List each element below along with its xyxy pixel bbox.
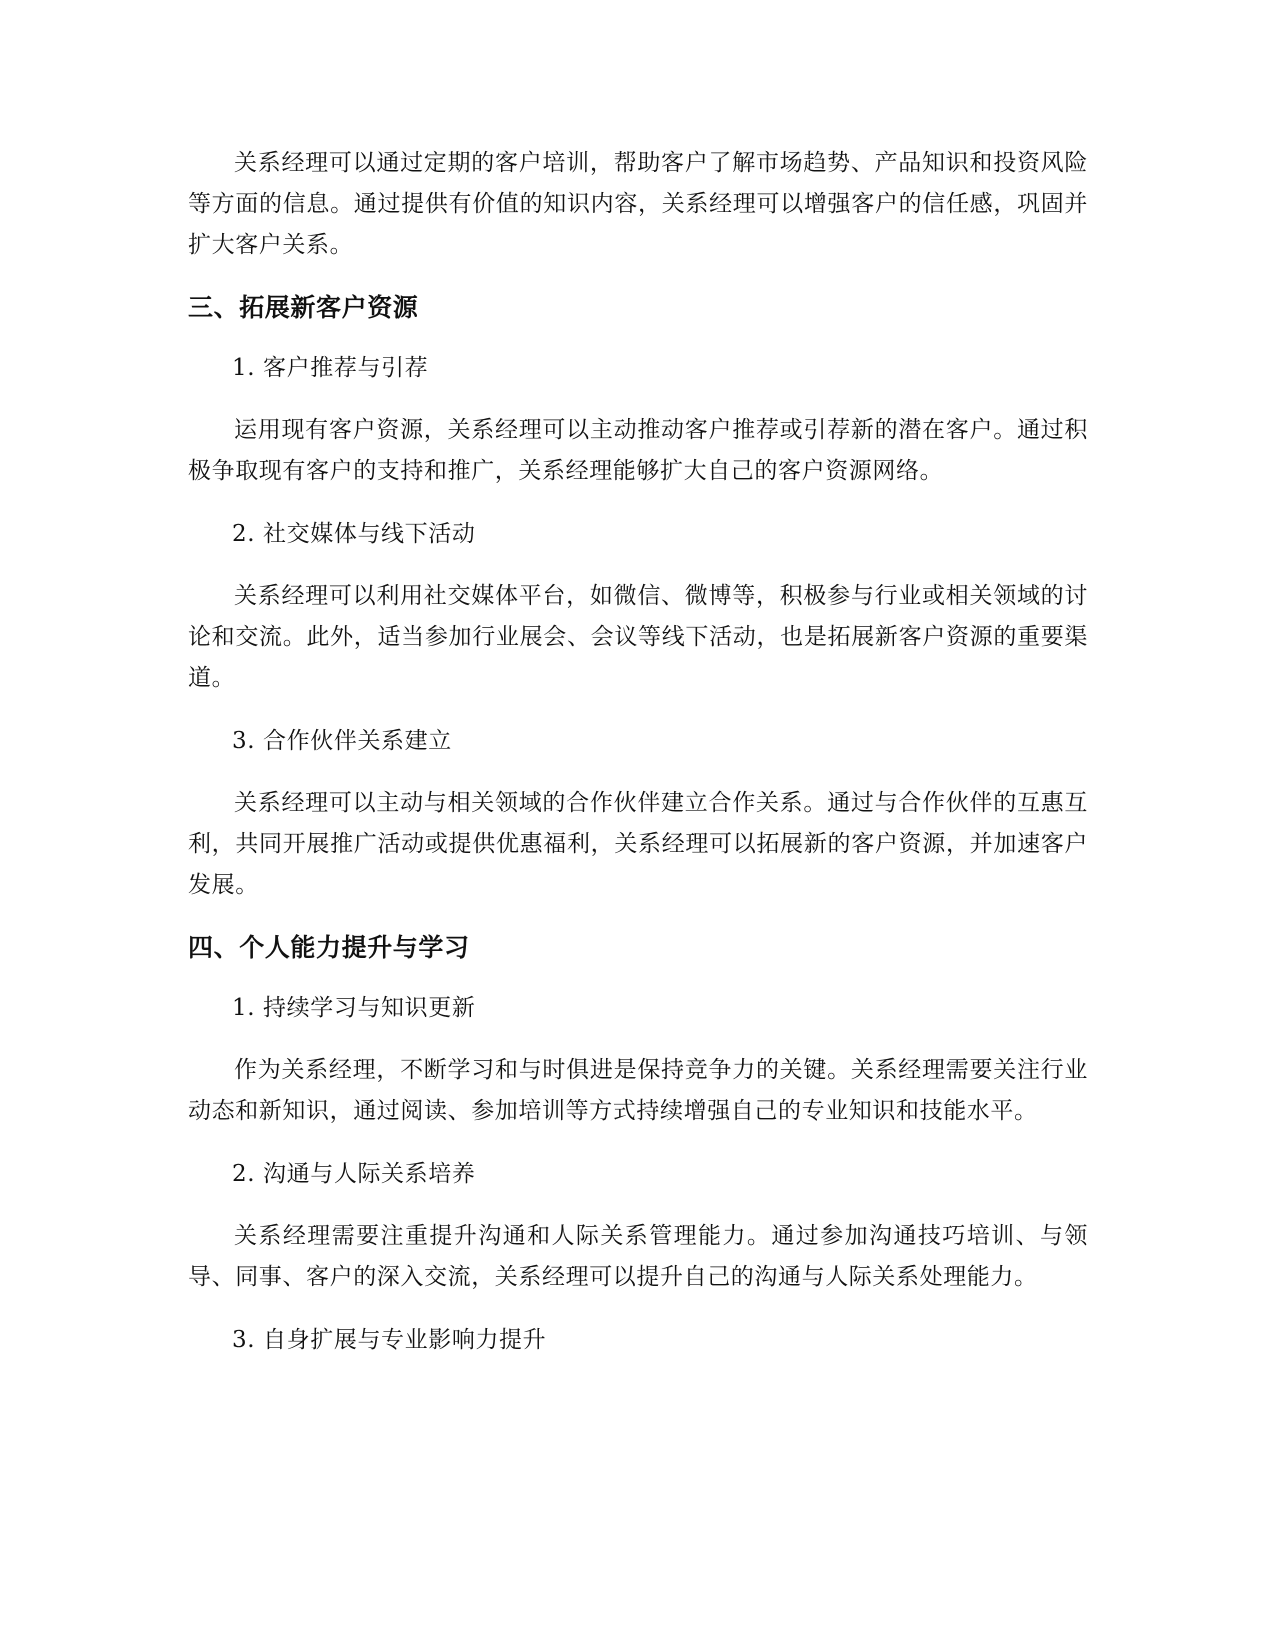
paragraph-client-training: 关系经理可以通过定期的客户培训，帮助客户了解市场趋势、产品知识和投资风险等方面的信息。通过提供有价值的知识内容，关系经理可以增强客户的信任感，巩固并扩大客户关系。 [188,150,1088,258]
subheading-communication: 2. 沟通与人际关系培养 [232,1161,476,1187]
subheading-professional-influence: 3. 自身扩展与专业影响力提升 [232,1327,547,1353]
subheading-continuous-learning: 1. 持续学习与知识更新 [232,995,476,1021]
paragraph-communication: 关系经理需要注重提升沟通和人际关系管理能力。通过参加沟通技巧培训、与领导、同事、客户的深入交流，关系经理可以提升自己的沟通与人际关系处理能力。 [188,1223,1088,1290]
paragraph-continuous-learning: 作为关系经理，不断学习和与时俱进是保持竞争力的关键。关系经理需要关注行业动态和新知识，通过阅读、参加培训等方式持续增强自己的专业知识和技能水平。 [188,1057,1088,1124]
section-heading-new-clients: 三、拓展新客户资源 [188,293,419,322]
subheading-referrals: 1. 客户推荐与引荐 [232,355,429,381]
subheading-social-media: 2. 社交媒体与线下活动 [232,521,476,547]
paragraph-partnerships: 关系经理可以主动与相关领域的合作伙伴建立合作关系。通过与合作伙伴的互惠互利，共同开展推广活动或提供优惠福利，关系经理可以拓展新的客户资源，并加速客户发展。 [188,790,1088,898]
paragraph-referrals: 运用现有客户资源，关系经理可以主动推动客户推荐或引荐新的潜在客户。通过积极争取现有客户的支持和推广，关系经理能够扩大自己的客户资源网络。 [188,417,1088,484]
paragraph-social-media: 关系经理可以利用社交媒体平台，如微信、微博等，积极参与行业或相关领域的讨论和交流。此外，适当参加行业展会、会议等线下活动，也是拓展新客户资源的重要渠道。 [188,583,1088,691]
section-heading-personal-growth: 四、个人能力提升与学习 [188,933,470,962]
subheading-partnerships: 3. 合作伙伴关系建立 [232,728,452,754]
document-page [188,143,1088,1382]
